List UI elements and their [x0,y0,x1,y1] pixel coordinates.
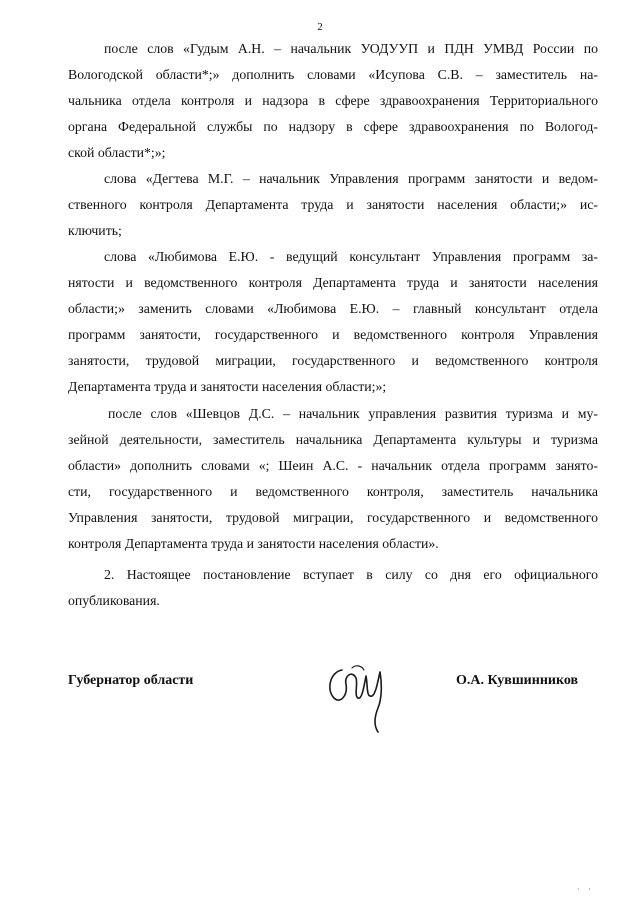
scan-mark: · · [576,884,594,894]
text-line: Департамента труда и занятости населения области;»; [68,379,387,394]
text-line: слова «Дегтева М.Г. – начальник Управления программ занятости и ведом- [104,171,598,186]
text-line: контроля Департамента труда и занятости населения области». [68,536,439,551]
text-line: Вологодской области*;» дополнить словами «Исупова С.В. – заместитель на- [68,67,598,82]
text-line: слова «Любимова Е.Ю. - ведущий консультант Управления программ за- [104,249,598,264]
text-line: занятости, трудовой миграции, государственного и ведомственного контроля [68,353,598,368]
text-line: Управления занятости, трудовой миграции, государственного и ведомственного [68,510,598,525]
text-line: области;» заменить словами «Любимова Е.Ю. – главный консультант отдела [68,301,598,316]
handwritten-signature [322,656,394,736]
page-number: 2 [317,21,323,33]
text-line: 2. Настоящее постановление вступает в силу со дня его официального [104,567,598,582]
text-line: опубликования. [68,593,160,608]
text-line: нятости и ведомственного контроля Департамента труда и занятости населения [68,275,598,290]
text-line: ственного контроля Департамента труда и занятости населения области;» ис- [68,197,598,212]
text-line: области» дополнить словами «; Шеин А.С. - начальник отдела программ занято- [68,458,598,473]
signatory-name: О.А. Кувшинников [456,673,579,688]
text-line: ской области*;»; [68,145,166,160]
text-line: ключить; [68,223,122,238]
text-line: сти, государственного и ведомственного контроля, заместитель начальника [68,484,598,499]
text-line: зейной деятельности, заместитель начальника Департамента культуры и туризма [68,432,598,447]
text-line: после слов «Шевцов Д.С. – начальник управления развития туризма и му- [108,406,598,421]
text-line: после слов «Гудым А.Н. – начальник УОДУУП и ПДН УМВД России по [104,41,598,56]
signatory-title: Губернатор области [68,673,194,688]
text-line: органа Федеральной службы по надзору в сфере здравоохранения по Вологод- [68,119,598,134]
text-line: программ занятости, государственного и ведомственного контроля Управления [68,327,598,342]
text-line: чальника отдела контроля и надзора в сфере здравоохранения Территориального [68,93,598,108]
